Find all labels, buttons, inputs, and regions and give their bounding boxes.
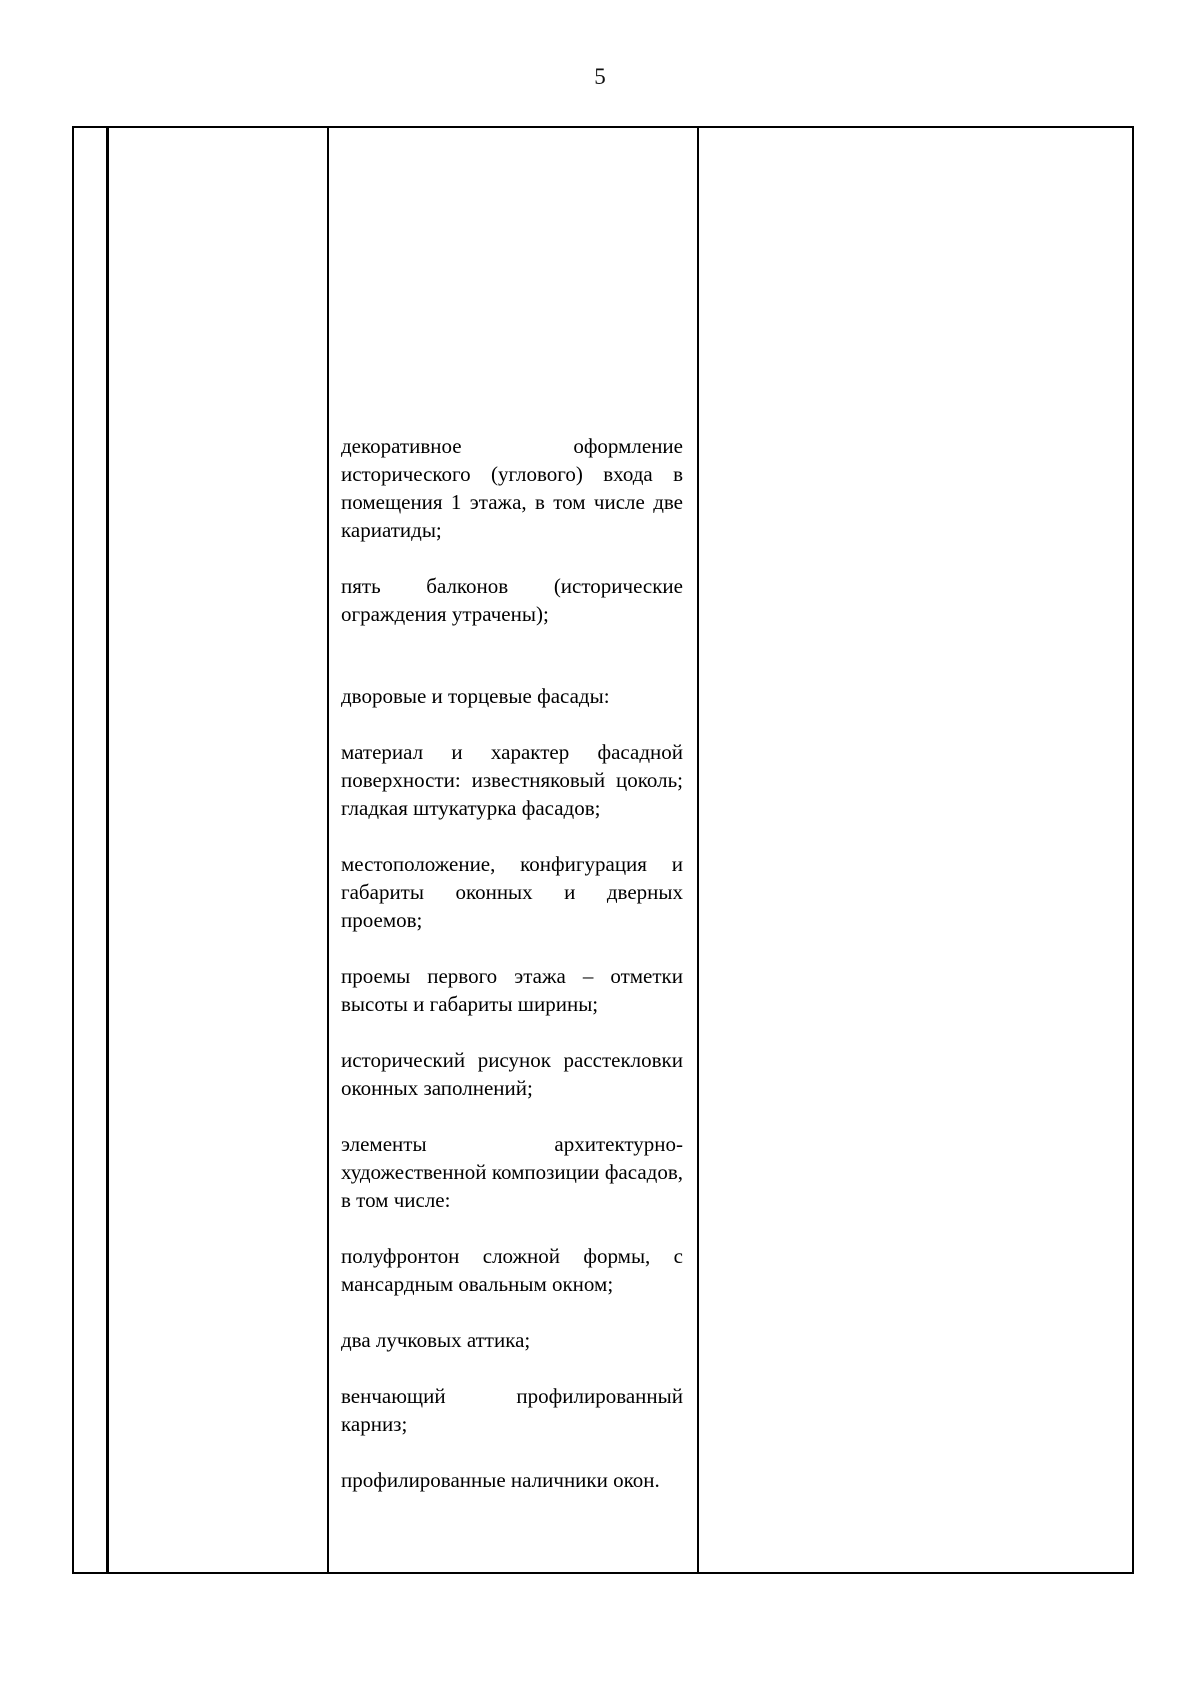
table-cell-empty-2 [109, 128, 327, 1572]
paragraph: венчающий профилированный карниз; [341, 1384, 683, 1436]
paragraph: местоположение, конфигурация и габариты оконных и дверных проемов; [341, 852, 683, 932]
document-table [72, 126, 1134, 1574]
table-cell-empty-1 [74, 128, 106, 1572]
paragraph: два лучковых аттика; [341, 1328, 531, 1352]
paragraph: полуфронтон сложной формы, с мансардным овальным окном; [341, 1244, 683, 1296]
paragraph: проемы первого этажа – отметки высоты и габариты ширины; [341, 964, 683, 1016]
paragraph: элементы архитектурно-художественной композиции фасадов, в том числе: [341, 1132, 683, 1212]
paragraph: материал и характер фасадной поверхности: известняковый цоколь; гладкая штукатурка фасадов; [341, 740, 683, 820]
page-number: 5 [594, 64, 606, 89]
table-cell-text [329, 128, 697, 1572]
table-cell-photos [699, 128, 1132, 1572]
paragraph: профилированные наличники окон. [341, 1468, 660, 1492]
paragraph: дворовые и торцевые фасады: [341, 684, 610, 708]
paragraph: исторический рисунок расстекловки оконных заполнений; [341, 1048, 683, 1100]
paragraph: пять балконов (исторические ограждения утрачены); [341, 574, 683, 626]
paragraph: декоративное оформление исторического (углового) входа в помещения 1 этажа, в том числе две кариатиды; [341, 434, 683, 542]
